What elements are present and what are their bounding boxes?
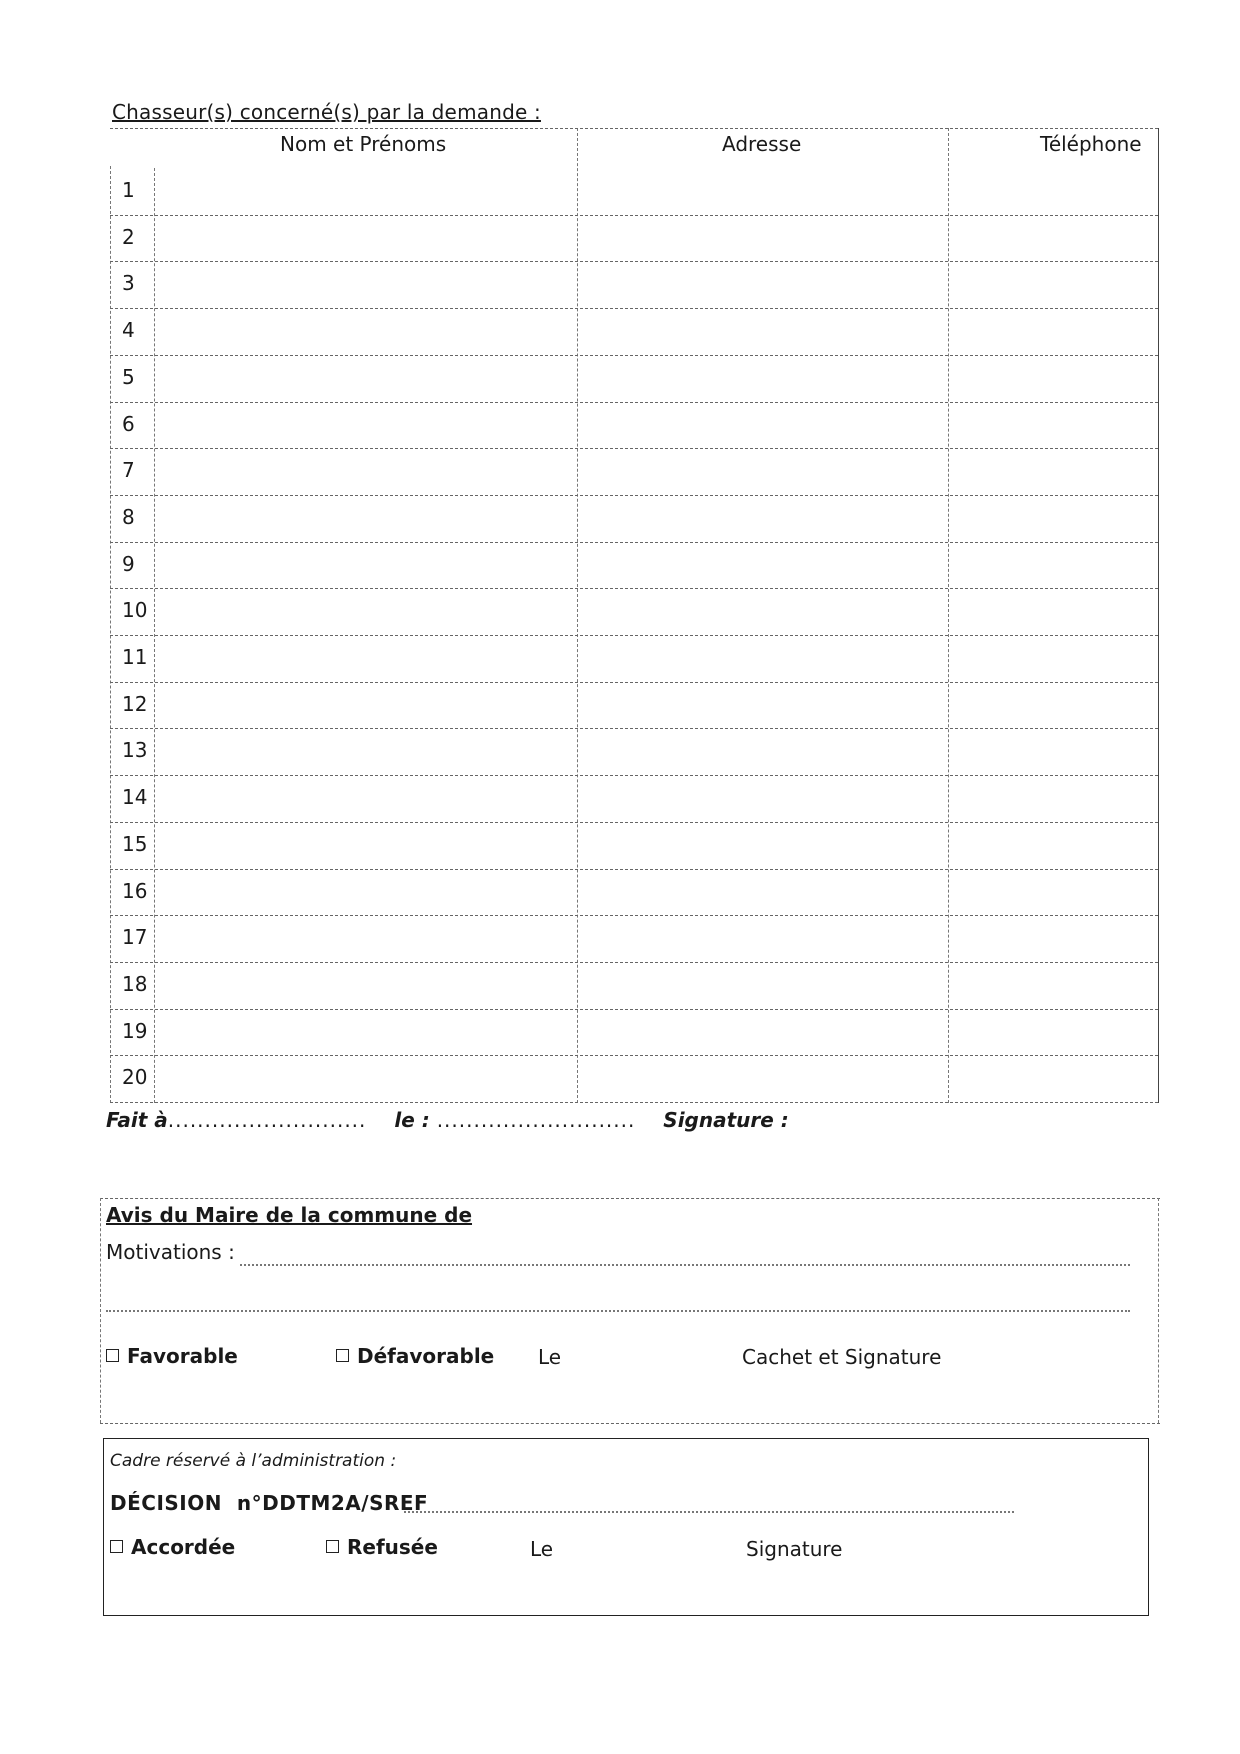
row-number: 17 [122,925,148,950]
phone-cell[interactable] [950,962,1157,1009]
fait-field[interactable]: ........................... [167,1108,367,1132]
accordee-label: Accordée [131,1535,236,1559]
row-number: 6 [122,411,135,436]
phone-cell[interactable] [950,355,1157,402]
phone-cell[interactable] [950,261,1157,308]
address-cell[interactable] [579,635,947,682]
name-cell[interactable] [156,261,576,308]
name-cell[interactable] [156,448,576,495]
decision-label: DÉCISION [110,1491,222,1515]
phone-cell[interactable] [950,308,1157,355]
maire-date-label: Le [538,1345,562,1369]
row-number: 9 [122,551,135,576]
row-number: 1 [122,178,135,202]
date-field[interactable]: ........................... [436,1108,636,1132]
phone-cell[interactable] [950,1055,1157,1102]
phone-cell[interactable] [950,402,1157,449]
signature-line [106,1108,789,1132]
accordee-option[interactable] [110,1535,235,1559]
name-cell[interactable] [156,355,576,402]
address-cell[interactable] [579,775,947,822]
address-cell[interactable] [579,308,947,355]
address-cell[interactable] [579,1055,947,1102]
phone-cell[interactable] [950,215,1157,262]
name-cell[interactable] [156,588,576,635]
name-cell[interactable] [156,542,576,589]
admin-caption: Cadre réservé à l’administration : [110,1451,397,1471]
phone-cell[interactable] [950,168,1157,215]
decision-number-label: n°DDTM2A/SREF [236,1491,429,1515]
refusee-label: Refusée [347,1535,438,1559]
address-cell[interactable] [579,168,947,215]
row-number: 3 [122,271,135,296]
row-number: 10 [122,598,148,623]
maire-top-line [100,1198,1160,1199]
admin-box [103,1438,1149,1616]
phone-cell[interactable] [950,1009,1157,1056]
address-cell[interactable] [579,448,947,495]
name-cell[interactable] [156,682,576,729]
name-cell[interactable] [156,635,576,682]
row-number: 11 [122,645,148,669]
motivations-line-1[interactable] [240,1264,1130,1266]
phone-cell[interactable] [950,635,1157,682]
address-cell[interactable] [579,1009,947,1056]
phone-cell[interactable] [950,682,1157,729]
row-number: 7 [122,458,135,483]
address-cell[interactable] [579,542,947,589]
favorable-label: Favorable [127,1344,238,1368]
address-cell[interactable] [579,495,947,542]
row-number: 19 [122,1018,148,1043]
name-cell[interactable] [156,308,576,355]
phone-cell[interactable] [950,495,1157,542]
row-number: 12 [122,691,148,716]
address-cell[interactable] [579,261,947,308]
row-number: 18 [122,971,148,996]
maire-bottom-line [100,1423,1160,1424]
phone-cell[interactable] [950,588,1157,635]
name-cell[interactable] [156,1055,576,1102]
defavorable-option[interactable] [336,1344,494,1368]
address-cell[interactable] [579,215,947,262]
row-separator [110,1102,1158,1103]
accordee-checkbox[interactable] [110,1540,123,1553]
header-top-line [110,128,1158,129]
refusee-checkbox[interactable] [326,1540,339,1553]
address-cell[interactable] [579,869,947,916]
name-cell[interactable] [156,869,576,916]
phone-cell[interactable] [950,448,1157,495]
address-cell[interactable] [579,915,947,962]
row-number: 8 [122,504,135,529]
row-number: 16 [122,878,148,903]
signature-label: Signature : [663,1108,789,1132]
row-number: 2 [122,224,135,249]
section-title: Chasseur(s) concerné(s) par la demande : [112,100,541,124]
decision-number-field[interactable] [404,1511,1014,1513]
row-number: 13 [122,738,148,763]
admin-signature-label: Signature [746,1537,843,1561]
table-right-border [1158,128,1159,1103]
phone-cell[interactable] [950,915,1157,962]
address-cell[interactable] [579,682,947,729]
defavorable-checkbox[interactable] [336,1349,349,1362]
motivations-label: Motivations : [106,1240,235,1264]
name-cell[interactable] [156,775,576,822]
defavorable-label: Défavorable [357,1344,495,1368]
col-sep-address [948,128,949,1103]
maire-right-border [1158,1198,1159,1423]
address-cell[interactable] [579,728,947,775]
refusee-option[interactable] [326,1535,438,1559]
date-label: le : [394,1108,430,1132]
decision-line [110,1491,428,1515]
phone-cell[interactable] [950,822,1157,869]
name-cell[interactable] [156,822,576,869]
name-cell[interactable] [156,495,576,542]
name-cell[interactable] [156,1009,576,1056]
name-cell[interactable] [156,168,576,215]
phone-cell[interactable] [950,869,1157,916]
address-cell[interactable] [579,822,947,869]
address-cell[interactable] [579,588,947,635]
row-number: 20 [122,1065,148,1090]
address-cell[interactable] [579,962,947,1009]
row-number: 5 [122,364,135,389]
row-number: 15 [122,831,148,856]
phone-cell[interactable] [950,728,1157,775]
header-address: Adresse [722,132,802,156]
fait-label: Fait à [106,1108,168,1132]
motivations-line-2[interactable] [106,1310,1130,1312]
hunters-table [110,128,1160,1103]
header-phone: Téléphone [1040,132,1142,156]
header-name: Nom et Prénoms [280,132,447,156]
name-cell[interactable] [156,215,576,262]
admin-date-label: Le [530,1537,554,1561]
favorable-checkbox[interactable] [106,1349,119,1362]
maire-title: Avis du Maire de la commune de [106,1203,473,1227]
favorable-option[interactable] [106,1344,238,1368]
name-cell[interactable] [156,402,576,449]
name-cell[interactable] [156,962,576,1009]
phone-cell[interactable] [950,775,1157,822]
maire-left-border [100,1198,101,1423]
address-cell[interactable] [579,402,947,449]
address-cell[interactable] [579,355,947,402]
row-number: 4 [122,318,135,343]
col-sep-name [577,128,578,1103]
maire-cachet-label: Cachet et Signature [742,1345,942,1369]
row-number: 14 [122,785,148,810]
name-cell[interactable] [156,728,576,775]
name-cell[interactable] [156,915,576,962]
phone-cell[interactable] [950,542,1157,589]
